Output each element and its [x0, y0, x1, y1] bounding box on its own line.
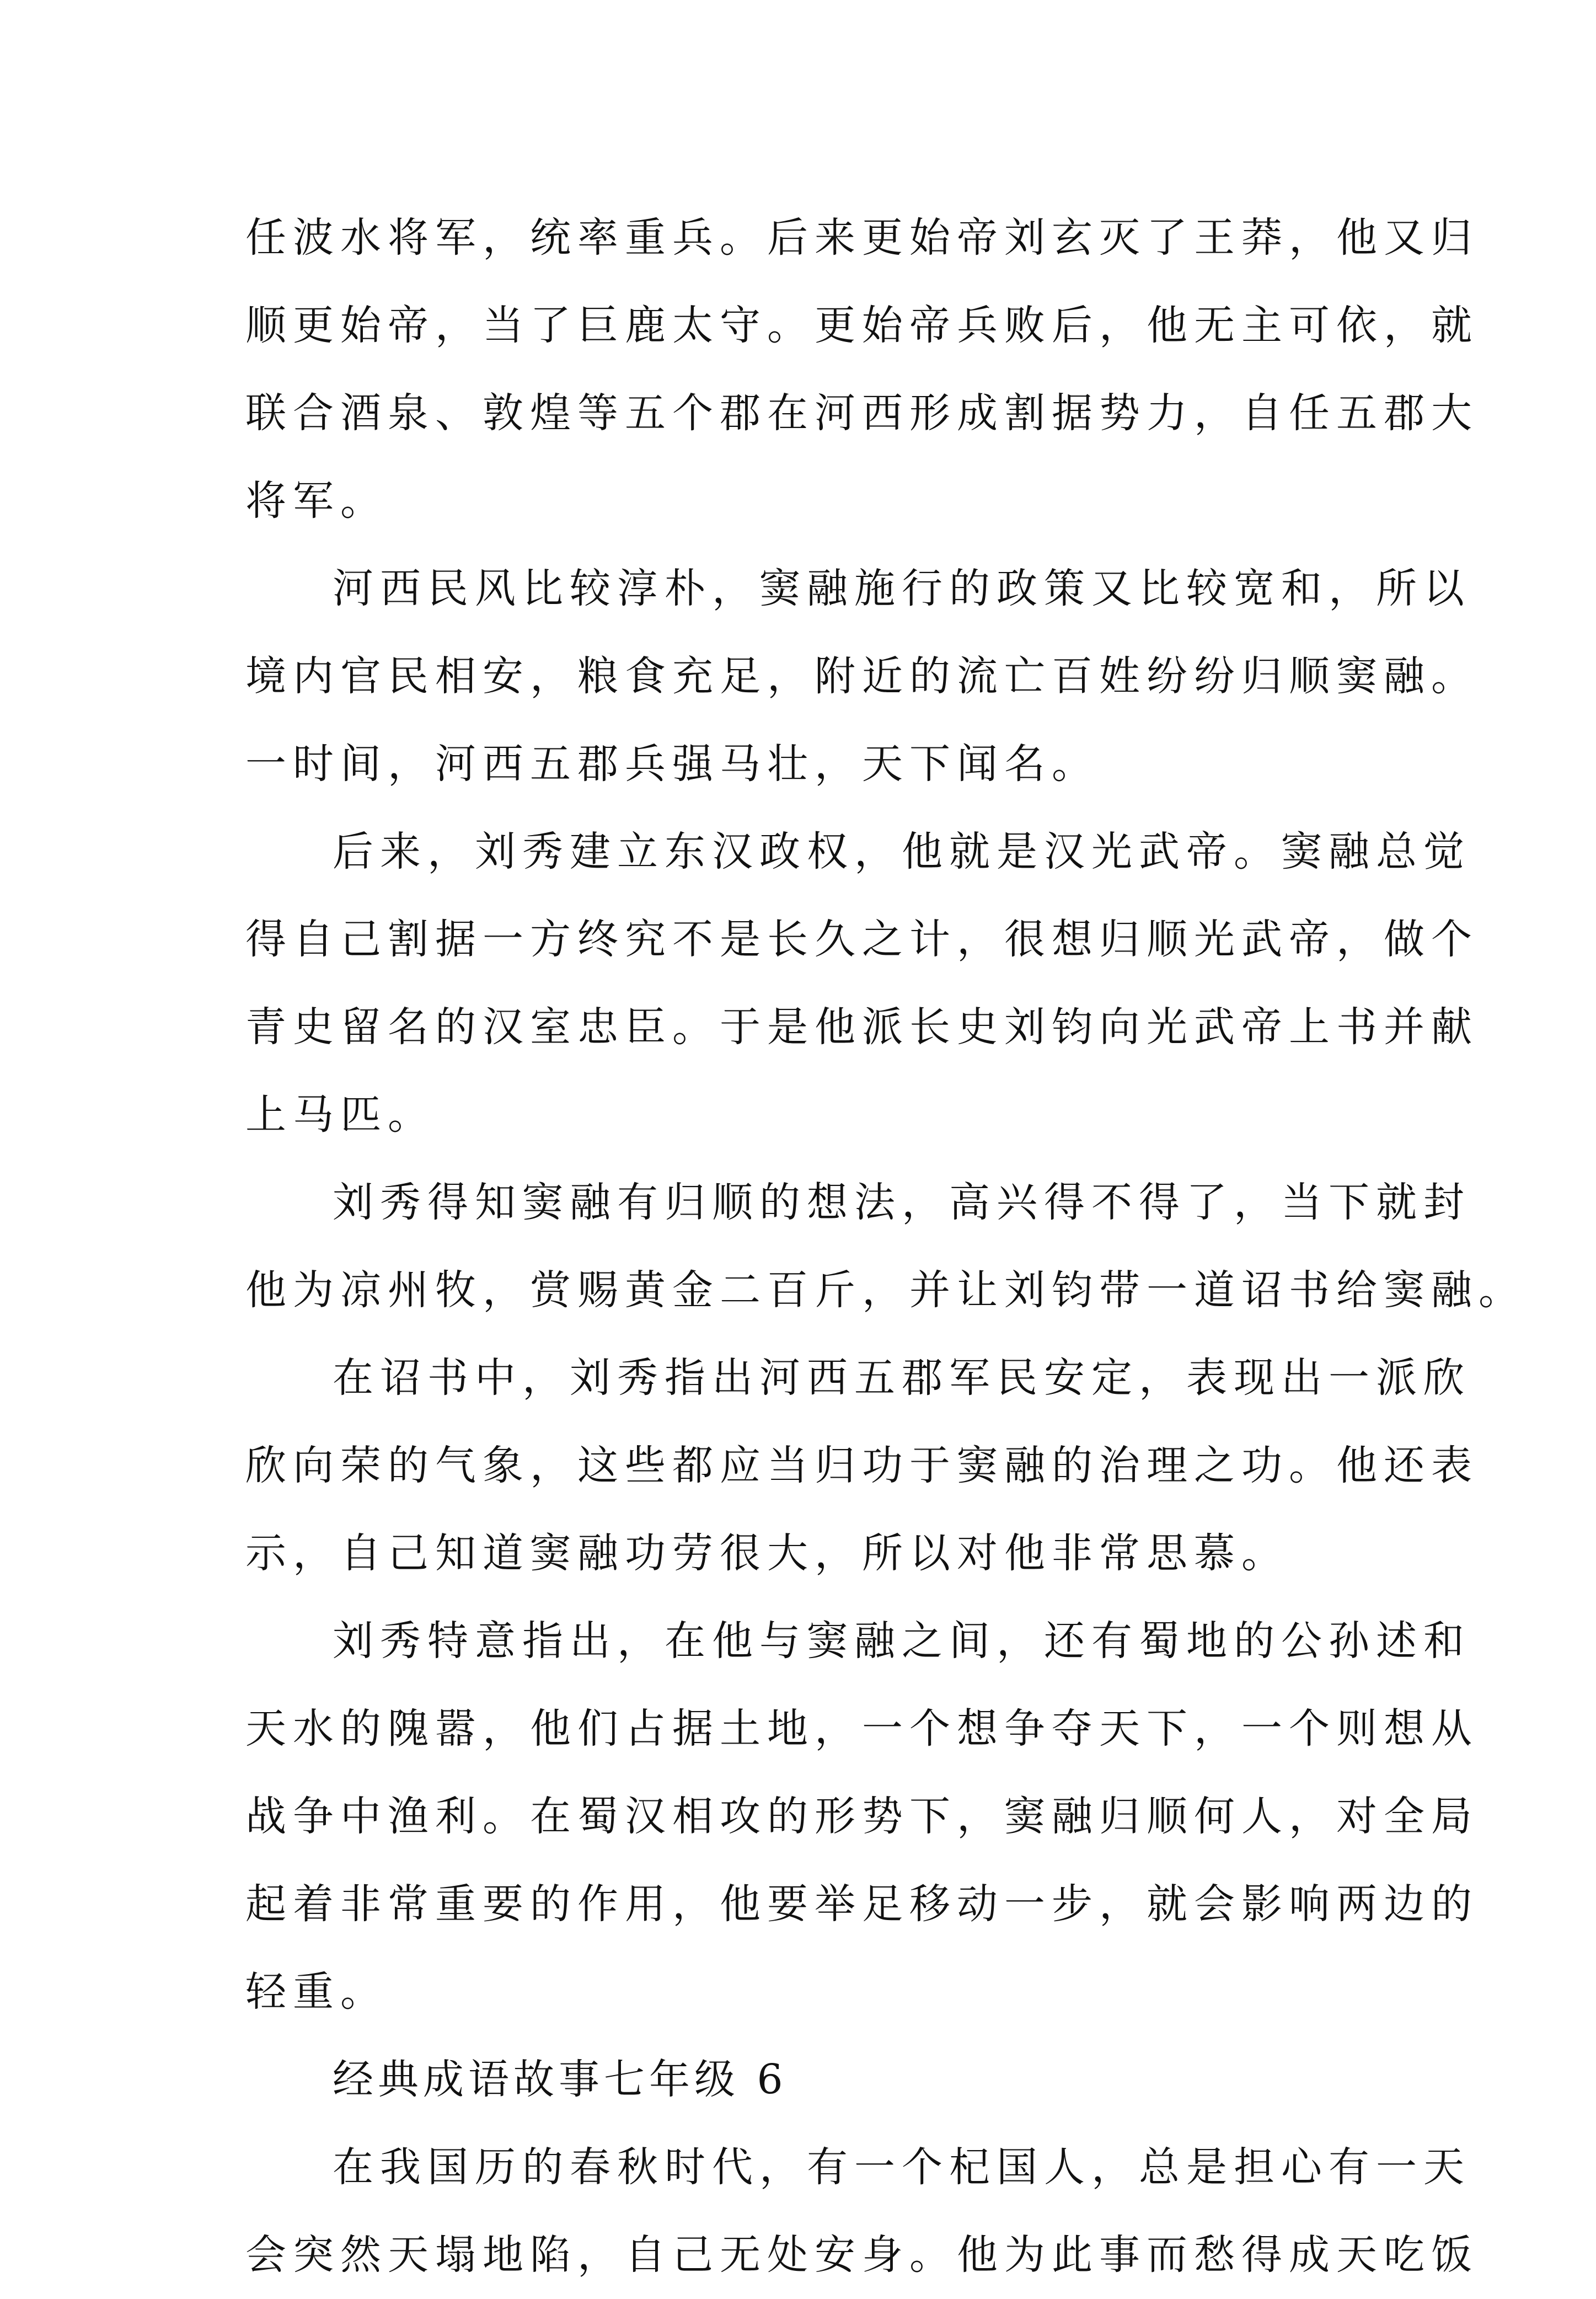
- text-line: 会突然天塌地陷，自己无处安身。他为此事而愁得成天吃饭: [245, 2231, 1479, 2279]
- text-line: 上马匹。: [245, 1091, 435, 1138]
- text-line: 轻重。: [245, 1968, 388, 2015]
- text-line: 任波水将军，统率重兵。后来更始帝刘玄灭了王莽，他又归: [245, 214, 1479, 261]
- text-line: 一时间，河西五郡兵强马壮，天下闻名。: [245, 740, 1099, 788]
- text-line: 示，自己知道窦融功劳很大，所以对他非常思慕。: [245, 1530, 1289, 1577]
- text-line: 将军。: [245, 477, 388, 525]
- text-line: 他为凉州牧，赏赐黄金二百斤，并让刘钧带一道诏书给窦融。: [245, 1266, 1526, 1314]
- paragraph-start-line: 后来，刘秀建立东汉政权，他就是汉光武帝。窦融总觉: [333, 828, 1471, 875]
- text-line: 战争中渔利。在蜀汉相攻的形势下，窦融归顺何人，对全局: [245, 1793, 1479, 1840]
- document-body: [245, 194, 1526, 2299]
- text-line: 起着非常重要的作用，他要举足移动一步，就会影响两边的: [245, 1880, 1479, 1928]
- text-line: 青史留名的汉室忠臣。于是他派长史刘钧向光武帝上书并献: [245, 1003, 1479, 1051]
- text-line: 欣向荣的气象，这些都应当归功于窦融的治理之功。他还表: [245, 1442, 1479, 1489]
- text-line: 得自己割据一方终究不是长久之计，很想归顺光武帝，做个: [245, 916, 1479, 963]
- section-heading: 经典成语故事七年级 6: [333, 2056, 788, 2103]
- paragraph-start-line: 在诏书中，刘秀指出河西五郡军民安定，表现出一派欣: [333, 1354, 1471, 1402]
- text-line: 天水的隗嚣，他们占据土地，一个想争夺天下，一个则想从: [245, 1705, 1479, 1752]
- paragraph-start-line: 在我国历的春秋时代，有一个杞国人，总是担心有一天: [333, 2143, 1471, 2191]
- paragraph-start-line: 河西民风比较淳朴，窦融施行的政策又比较宽和，所以: [333, 565, 1471, 612]
- paragraph-start-line: 刘秀得知窦融有归顺的想法，高兴得不得了，当下就封: [333, 1179, 1471, 1226]
- text-line: 联合酒泉、敦煌等五个郡在河西形成割据势力，自任五郡大: [245, 389, 1479, 437]
- text-line: 顺更始帝，当了巨鹿太守。更始帝兵败后，他无主可依，就: [245, 302, 1479, 349]
- text-line: 境内官民相安，粮食充足，附近的流亡百姓纷纷归顺窦融。: [245, 653, 1479, 700]
- paragraph-start-line: 刘秀特意指出，在他与窦融之间，还有蜀地的公孙述和: [333, 1617, 1471, 1665]
